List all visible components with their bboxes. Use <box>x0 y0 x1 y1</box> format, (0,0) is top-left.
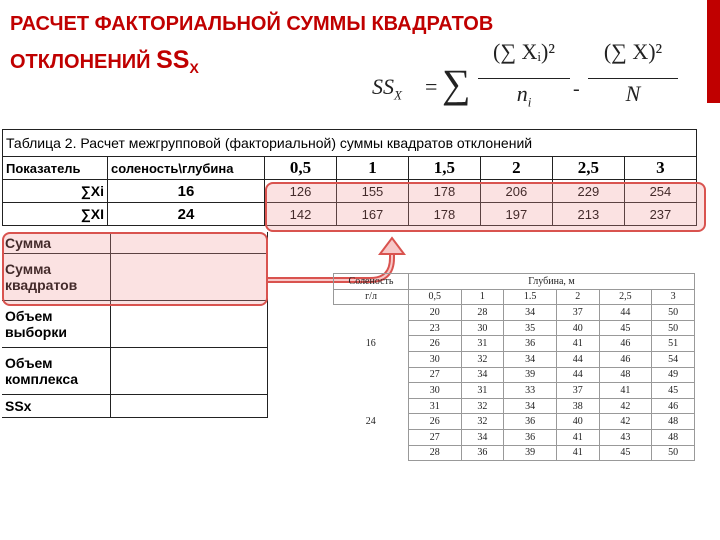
cell: 48 <box>652 429 695 445</box>
accent-bar <box>707 0 720 103</box>
cell-value: 178 <box>408 180 480 203</box>
table-row <box>334 414 695 430</box>
cell: 48 <box>652 414 695 430</box>
table-row <box>334 305 695 321</box>
formula-equals: = <box>425 74 438 99</box>
depth-header: 2 <box>556 289 599 305</box>
cell: 37 <box>556 305 599 321</box>
row-sum-squares: Сумма квадратов <box>2 254 111 301</box>
cell: 28 <box>461 305 504 321</box>
table-row <box>334 383 695 399</box>
formula-term2 <box>588 30 678 109</box>
cell: 33 <box>504 383 557 399</box>
cell: 36 <box>504 414 557 430</box>
cell-value: 229 <box>552 180 624 203</box>
formula-term1 <box>478 30 570 117</box>
list-item <box>2 348 268 395</box>
table-3-subheader <box>334 289 695 305</box>
cell: 42 <box>599 398 652 414</box>
cell: 50 <box>652 320 695 336</box>
cell-value: 126 <box>265 180 337 203</box>
cell: 32 <box>461 351 504 367</box>
header-indicator: Показатель <box>3 157 108 180</box>
term2-numerator: (∑ X)² <box>603 39 663 64</box>
cell-value: 178 <box>408 203 480 226</box>
cell: 31 <box>461 336 504 352</box>
cell-value: 155 <box>336 180 408 203</box>
cell: 38 <box>556 398 599 414</box>
table-row <box>334 367 695 383</box>
cell: 30 <box>461 320 504 336</box>
depth-header: 3 <box>624 157 696 180</box>
row-salinity: 16 <box>108 180 265 203</box>
cell: 34 <box>461 367 504 383</box>
header-depth: Глубина, м <box>409 274 695 290</box>
list-item <box>2 301 268 348</box>
cell: 34 <box>461 429 504 445</box>
cell: 39 <box>504 367 557 383</box>
row-sample-size: Объем выборки <box>2 301 111 348</box>
cell: 20 <box>409 305 462 321</box>
cell: 36 <box>504 336 557 352</box>
table-row <box>3 130 697 157</box>
depth-header: 2,5 <box>552 157 624 180</box>
cell: 30 <box>409 351 462 367</box>
title-symbol-sub: X <box>189 60 199 76</box>
depth-header: 1 <box>461 289 504 305</box>
cell: 32 <box>461 398 504 414</box>
title-symbol: SS <box>156 46 190 74</box>
cell-value: 142 <box>265 203 337 226</box>
summary-highlight <box>2 232 268 306</box>
cell: 51 <box>652 336 695 352</box>
cell: 36 <box>504 429 557 445</box>
cell: 41 <box>556 445 599 461</box>
cell: 26 <box>409 336 462 352</box>
table-row <box>334 336 695 352</box>
cell: 45 <box>652 383 695 399</box>
row-sum: Сумма <box>2 232 111 254</box>
cell-value: 167 <box>336 203 408 226</box>
cell: 30 <box>409 383 462 399</box>
cell: 27 <box>409 429 462 445</box>
cell: 50 <box>652 445 695 461</box>
cell-value: 197 <box>480 203 552 226</box>
depth-header: 1.5 <box>504 289 557 305</box>
cell: 45 <box>599 445 652 461</box>
cell: 46 <box>599 336 652 352</box>
cell: 31 <box>409 398 462 414</box>
cell: 46 <box>652 398 695 414</box>
cell-value: 237 <box>624 203 696 226</box>
cell: 41 <box>599 383 652 399</box>
title-line-1: РАСЧЕТ ФАКТОРИАЛЬНОЙ СУММЫ КВАДРАТОВ <box>10 13 494 35</box>
header-salinity: Соленость <box>334 274 409 290</box>
cell: 37 <box>556 383 599 399</box>
cell: 26 <box>409 414 462 430</box>
term1-denominator: $n_i$ <box>516 81 532 110</box>
cell: 27 <box>409 367 462 383</box>
depth-header: 0,5 <box>265 157 337 180</box>
cell: 44 <box>556 367 599 383</box>
group-salinity: 16 <box>365 338 376 350</box>
cell: 49 <box>652 367 695 383</box>
table-row <box>334 445 695 461</box>
cell: 46 <box>599 351 652 367</box>
depth-header: 0,5 <box>409 289 462 305</box>
table-3-header <box>334 274 695 290</box>
cell: 34 <box>504 351 557 367</box>
row-salinity: 24 <box>108 203 265 226</box>
table-row <box>334 398 695 414</box>
formula-minus: - <box>573 78 580 100</box>
cell: 44 <box>556 351 599 367</box>
row-ssx: SSx <box>2 395 111 418</box>
term2-denominator: N <box>625 81 641 106</box>
header-unit: г/л <box>334 289 409 305</box>
depth-header: 2 <box>480 157 552 180</box>
cell: 41 <box>556 336 599 352</box>
cell: 44 <box>599 305 652 321</box>
depth-header: 2,5 <box>599 289 652 305</box>
formula-sum-sign: ∑ <box>442 61 471 106</box>
cell: 41 <box>556 429 599 445</box>
depth-header: 1,5 <box>408 157 480 180</box>
cell: 54 <box>652 351 695 367</box>
row-label: ∑Xi <box>3 180 108 203</box>
list-item <box>2 395 268 418</box>
row-complex-size: Объем комплекса <box>2 348 111 395</box>
cell: 32 <box>461 414 504 430</box>
ss-formula <box>370 30 700 125</box>
title-prefix: ОТКЛОНЕНИЙ <box>10 51 157 73</box>
cell: 40 <box>556 414 599 430</box>
cell-value: 254 <box>624 180 696 203</box>
cell: 39 <box>504 445 557 461</box>
table-row <box>334 351 695 367</box>
cell: 36 <box>461 445 504 461</box>
table-row <box>334 429 695 445</box>
cell-value: 206 <box>480 180 552 203</box>
row-label: ∑XI <box>3 203 108 226</box>
group-salinity: 24 <box>365 416 376 428</box>
cell-value: 213 <box>552 203 624 226</box>
cell: 40 <box>556 320 599 336</box>
cell: 45 <box>599 320 652 336</box>
formula-lhs: $SS_X$ <box>372 74 402 103</box>
table-row <box>334 320 695 336</box>
cell: 34 <box>504 305 557 321</box>
cell: 35 <box>504 320 557 336</box>
cell: 28 <box>409 445 462 461</box>
depth-header: 3 <box>652 289 695 305</box>
table-3 <box>333 273 695 461</box>
depth-header: 1 <box>336 157 408 180</box>
cell: 23 <box>409 320 462 336</box>
header-salinity-depth: соленость\глубина <box>108 157 265 180</box>
cell: 42 <box>599 414 652 430</box>
cell: 31 <box>461 383 504 399</box>
table-2-caption: Таблица 2. Расчет межгрупповой (факториальной) суммы квадратов отклонений <box>3 130 697 157</box>
term1-numerator: (∑ Xᵢ)² <box>493 39 555 64</box>
cell: 43 <box>599 429 652 445</box>
table-2-header-row <box>3 157 697 180</box>
sums-highlight <box>265 182 706 232</box>
cell: 50 <box>652 305 695 321</box>
cell: 48 <box>599 367 652 383</box>
cell: 34 <box>504 398 557 414</box>
